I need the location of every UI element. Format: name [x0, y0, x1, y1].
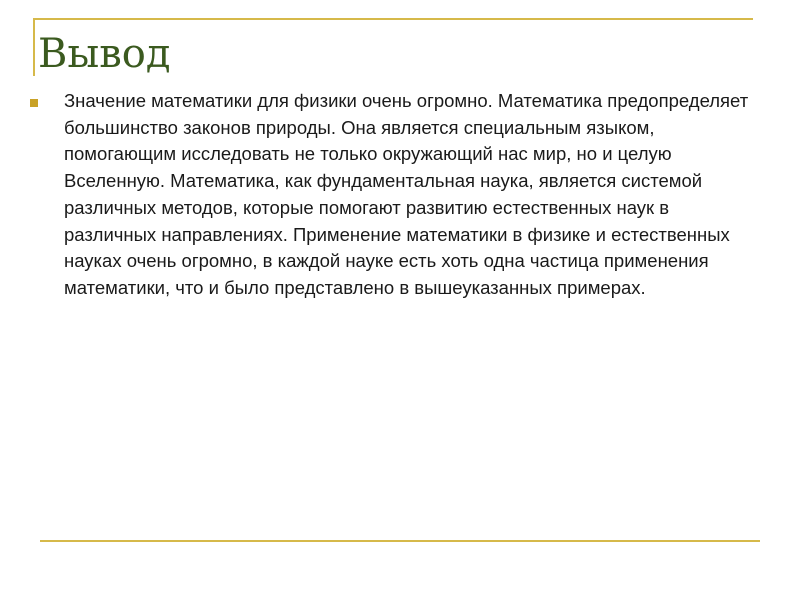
slide-title: Вывод [38, 31, 171, 77]
bullet-square-icon [30, 99, 38, 107]
bullet-item [30, 88, 760, 302]
left-accent-rule [33, 18, 35, 76]
bullet-text: Значение математики для физики очень огромно. Математика предопределяет большинство законов природы. Она является специальным языком, помогающим исследовать не только окружающий нас мир, но и целую Вселенную. Математика, как фундаментальная наука, является системой различных методов, которые помогают развитию естественных наук в различных направлениях. Применение математики в физике и естественных науках очень огромно, в каждой науке есть хоть одна частица применения математики, что и было представлено в вышеуказанных примерах. [64, 90, 749, 298]
bottom-accent-rule [40, 540, 760, 542]
top-accent-rule [33, 18, 753, 20]
